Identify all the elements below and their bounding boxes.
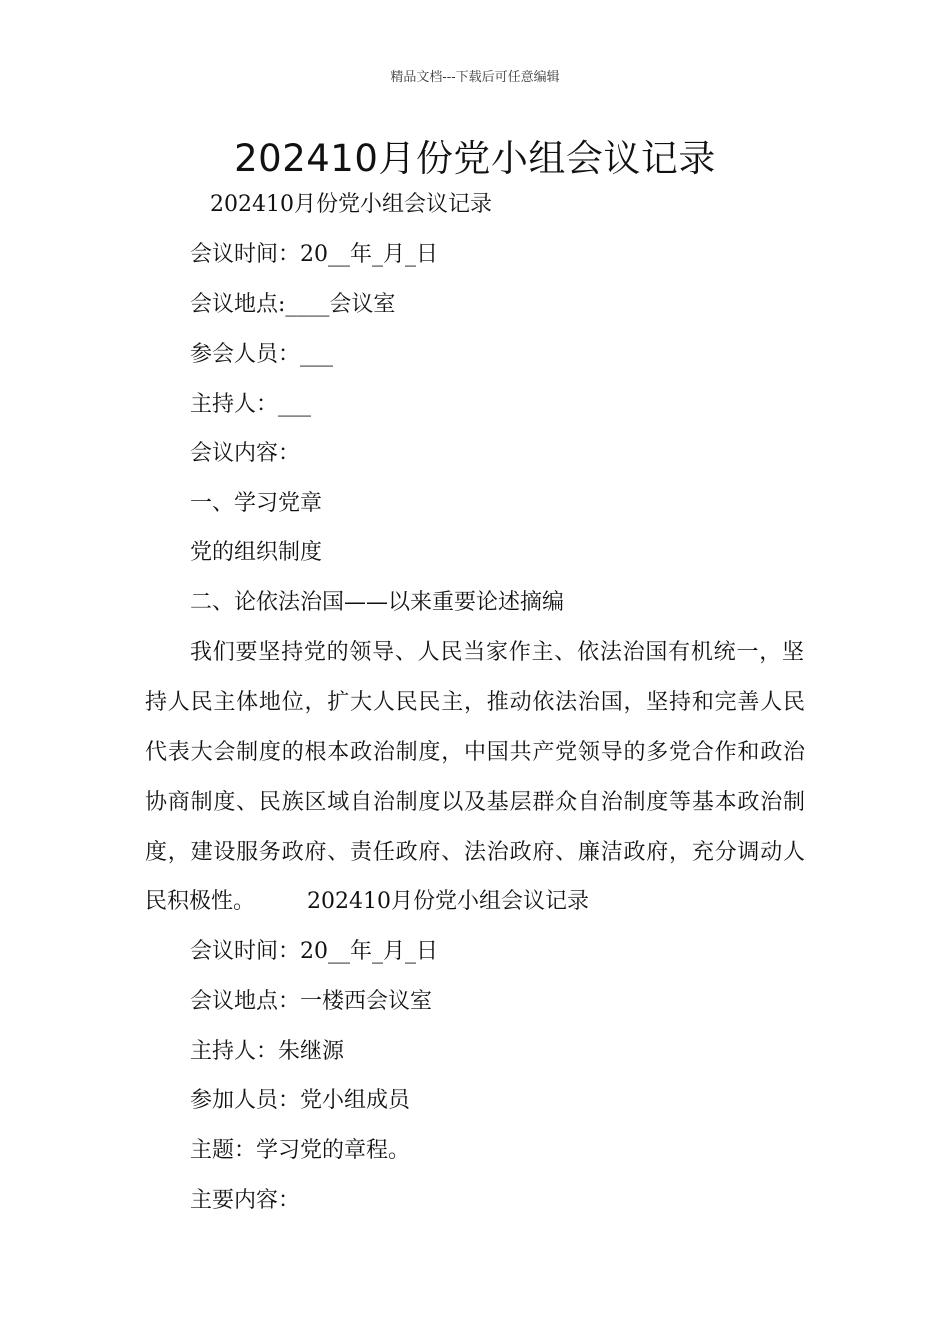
document-subtitle: 202410月份党小组会议记录 [210, 192, 492, 217]
meeting1-item1-sub: 党的组织制度 [190, 540, 323, 565]
paragraph-line-5: 度，建设服务政府、责任政府、法治政府、廉洁政府，充分调动人 [145, 840, 805, 865]
meeting1-item2: 二、论依法治国——以来重要论述摘编 [190, 590, 565, 615]
meeting1-attendees: 参会人员：___ [190, 342, 334, 367]
meeting1-host: 主持人：___ [190, 392, 312, 417]
document-title: 202410月份党小组会议记录 [234, 137, 716, 180]
meeting2-place: 会议地点：一楼西会议室 [190, 989, 433, 1014]
paragraph-line-2: 持人民主体地位，扩大人民民主，推动依法治国，坚持和完善人民 [145, 690, 805, 715]
meeting2-content-label: 主要内容： [190, 1188, 301, 1213]
paragraph-line-4: 协商制度、民族区域自治制度以及基层群众自治制度等基本政治制 [145, 790, 805, 815]
meeting1-item1: 一、学习党章 [190, 491, 323, 516]
meeting1-content-label: 会议内容： [190, 441, 301, 466]
paragraph-line-6-subtitle: 202410月份党小组会议记录 [307, 889, 589, 914]
paragraph-line-6 [145, 884, 589, 915]
paragraph-line-1: 我们要坚持党的领导、人民当家作主、依法治国有机统一，坚 [190, 640, 804, 665]
paragraph-line-3: 代表大会制度的根本政治制度，中国共产党领导的多党合作和政治 [145, 740, 805, 765]
meeting2-topic: 主题：学习党的章程。 [190, 1138, 411, 1163]
header-note: 精品文档---下载后可任意编辑 [390, 70, 560, 85]
meeting1-time: 会议时间：20__年_月_日 [190, 242, 438, 267]
meeting2-time: 会议时间：20__年_月_日 [190, 939, 438, 964]
paragraph-line-6-text: 民积极性。 [145, 889, 256, 914]
meeting1-place: 会议地点:____会议室 [190, 292, 396, 317]
meeting2-host: 主持人：朱继源 [190, 1039, 345, 1064]
meeting2-attendees: 参加人员：党小组成员 [190, 1088, 411, 1113]
